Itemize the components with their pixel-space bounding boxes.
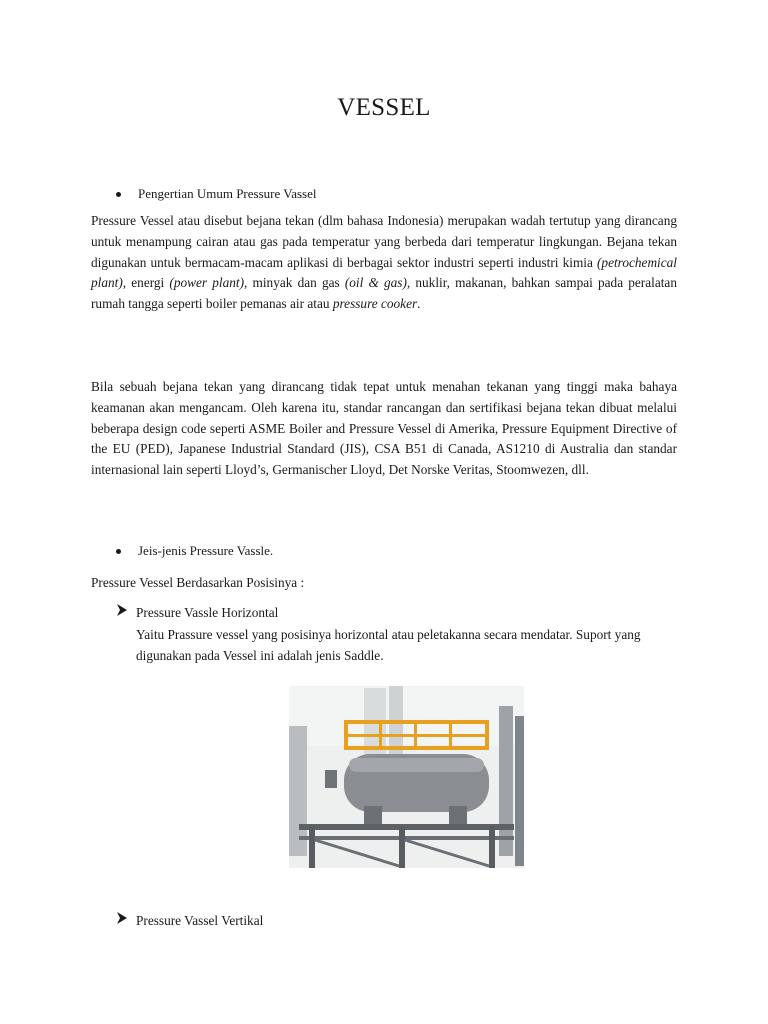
list-item-label: Pressure Vassle Horizontal xyxy=(136,605,279,620)
list-item-label: Pressure Vassel Vertikal xyxy=(136,913,264,928)
bullet-label: Pengertian Umum Pressure Vassel xyxy=(138,186,317,201)
list-item-description: Yaitu Prassure vessel yang posisinya horizontal atau peletakanna secara mendatar. Suport yang digunakan pada Vessel ini adalah jenis Saddle. xyxy=(136,627,641,663)
page-title: VESSEL xyxy=(337,94,431,121)
bullet-label: Jeis-jenis Pressure Vassle. xyxy=(138,543,274,558)
bullet-item-pengertian xyxy=(113,186,316,202)
bullet-dot-icon xyxy=(116,549,121,554)
arrow-bullet-icon xyxy=(116,911,130,932)
paragraph-definition: Pressure Vessel atau disebut bejana tekan (dlm bahasa Indonesia) merupakan wadah tertutup yang dirancang untuk menampung cairan atau gas pada temperatur yang berbeda dari temperatur lingkungan. Bejana tekan digunakan untuk bermacam-macam aplikasi di berbagai sektor industri seperti industri kimia (petrochemical plant), energi (power plant), minyak dan gas (oil & gas), nuklir, makanan, bahkan sampai pada peralatan rumah tangga seperti boiler pemanas air atau pressure cooker. xyxy=(91,213,677,312)
bullet-item-jenis xyxy=(113,543,273,559)
horizontal-vessel-photo xyxy=(289,686,524,868)
subheading-posisi: Pressure Vessel Berdasarkan Posisinya : xyxy=(91,575,305,590)
bullet-dot-icon xyxy=(116,192,121,197)
paragraph-standards: Bila sebuah bejana tekan yang dirancang tidak tepat untuk menahan tekanan yang tinggi maka bahaya keamanan akan mengancam. Oleh karena itu, standar rancangan dan sertifikasi bejana tekan dibuat melalui beberapa design code seperti ASME Boiler and Pressure Vessel di Amerika, Pressure Equipment Directive of the EU (PED), Japanese Industrial Standard (JIS), CSA B51 di Canada, AS1210 di Australia dan standar internasional lain seperti Lloyd’s, Germanischer Lloyd, Det Norske Veritas, Stoomwezen, dll. xyxy=(91,379,677,478)
arrow-bullet-icon xyxy=(116,603,130,624)
